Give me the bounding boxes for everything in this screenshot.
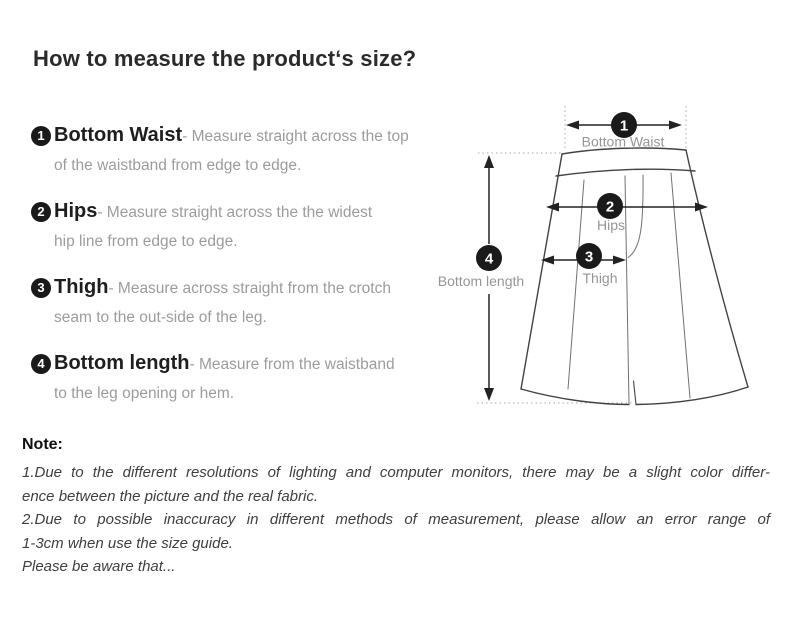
step-text-line2: hip line from edge to edge. — [54, 233, 238, 250]
step-text-line2: of the waistband from edge to edge. — [54, 157, 302, 174]
arrowhead-icon — [566, 121, 579, 130]
skirt-measurement-diagram — [430, 95, 790, 425]
thigh-label: Thigh — [582, 270, 618, 286]
arrowhead-icon — [484, 388, 494, 401]
step-text-line2: to the leg opening or hem. — [54, 385, 235, 402]
waistband-bottom-seam — [556, 169, 695, 176]
step-text-line2: seam to the out-side of the leg. — [54, 309, 267, 326]
note-line: 1.Due to the different resolutions of lighting and computer monitors, there may be a slight color differ- — [22, 464, 770, 481]
marker-number: 1 — [619, 117, 629, 135]
measurement-name: Bottom Waist — [54, 124, 183, 146]
note-line: 2.Due to possible inaccuracy in different methods of measurement, please allow an error range of — [22, 511, 770, 528]
bottom-waist-label: Bottom Waist — [581, 133, 665, 150]
skirt-left-edge — [521, 154, 562, 389]
marker-number: 4 — [484, 250, 494, 268]
skirt-outline — [521, 148, 748, 404]
page-title: How to measure the product‘s size? — [33, 46, 417, 71]
step-number-badge: 1 — [31, 126, 51, 146]
note-section — [22, 435, 770, 579]
step-number-badge: 4 — [31, 354, 51, 374]
dimension-labels — [438, 134, 665, 290]
center-front-seam — [625, 176, 629, 404]
list-item-hips — [31, 197, 461, 256]
measurement-description: - Measure across straight from the crotch — [108, 280, 391, 297]
fly-curve — [628, 175, 643, 258]
step-text-line1 — [54, 349, 461, 379]
measurement-description: - Measure straight across the the widest — [97, 204, 373, 221]
step-text-line1 — [54, 197, 461, 227]
measurement-description: - Measure from the waistband — [189, 356, 395, 373]
list-item-bottom-length — [31, 349, 461, 408]
marker-number: 3 — [584, 248, 594, 266]
hem-center-slit — [634, 381, 637, 405]
note-line: ence between the picture and the real fabric. — [22, 487, 319, 505]
skirt-right-edge — [686, 150, 748, 387]
bottom-length-label: Bottom length — [437, 273, 525, 289]
measurement-name: Hips — [54, 200, 98, 222]
hem-right — [636, 387, 748, 405]
note-body — [22, 461, 770, 579]
arrowhead-icon — [669, 121, 682, 130]
step-text-line1 — [54, 273, 461, 303]
step-number-badge: 2 — [31, 202, 51, 222]
marker-number: 2 — [605, 198, 615, 216]
arrowhead-icon — [695, 203, 708, 212]
arrowhead-icon — [484, 155, 494, 168]
note-heading: Note: — [22, 436, 63, 453]
arrowhead-icon — [613, 256, 626, 265]
note-line: 1-3cm when use the size guide. — [22, 534, 233, 552]
measurement-instruction-list — [31, 121, 461, 425]
step-number-badge: 3 — [31, 278, 51, 298]
step-text-line1 — [54, 121, 461, 151]
measurement-name: Thigh — [54, 276, 109, 298]
hem-left — [521, 389, 629, 405]
list-item-thigh — [31, 273, 461, 332]
note-line: Please be aware that... — [22, 558, 176, 575]
measurement-name: Bottom length — [54, 352, 190, 374]
measurement-description: - Measure straight across the top — [182, 128, 409, 145]
list-item-bottom-waist — [31, 121, 461, 180]
hips-label: Hips — [596, 217, 626, 233]
